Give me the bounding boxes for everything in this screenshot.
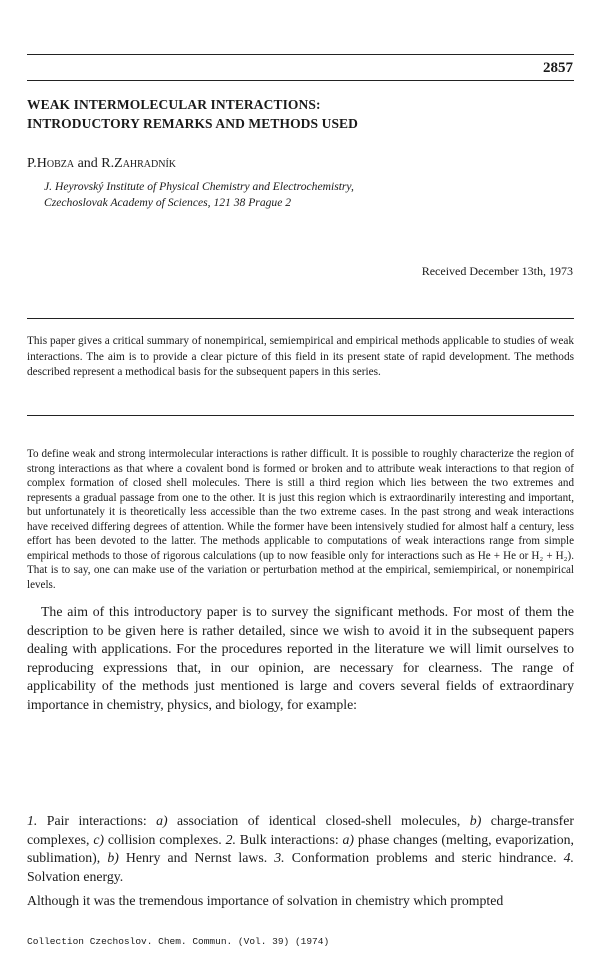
journal-footer: Collection Czechoslov. Chem. Commun. (Vol. 39) (1974) (27, 936, 330, 947)
top-rule (27, 54, 574, 55)
authors: P.Hobza and R.Zahradník (27, 156, 177, 171)
affiliation: J. Heyrovský Institute of Physical Chemistry and Electrochemistry, Czechoslovak Academy of Sciences, 121 38 Prague 2 (44, 180, 354, 209)
list-paragraph: 1. Pair interactions: a) association of identical closed-shell molecules, b) charge-transfer complexes, c) collision complexes. 2. Bulk interactions: a) phase changes (melting, evaporization, sublimation), b) Henry and Nernst laws. 3. Conformation problems and steric hindrance. 4. Solvation energy. (27, 813, 575, 884)
author-1-surname: Hobza (36, 156, 75, 171)
abstract-bottom-rule (27, 415, 574, 416)
header-rule (27, 80, 574, 81)
page-number: 2857 (543, 60, 573, 76)
title-line-1: WEAK INTERMOLECULAR INTERACTIONS: (27, 97, 321, 112)
title-line-2: INTRODUCTORY REMARKS AND METHODS USED (27, 116, 359, 131)
aim-paragraph: The aim of this introductory paper is to survey the significant methods. For most of them the description to be given here is rather detailed, since we wish to avoid it in the subsequent papers dealing with applications. For the procedures reported in the literature we will limit ourselves to reproducing expressions that, in our opinion, are necessary for clearness. The range of applicability of the methods just mentioned is large and covers several fields of extraordinary importance in chemistry, physics, and biology, for example: (27, 604, 574, 712)
abstract-top-rule (27, 318, 574, 319)
continuation-line: Although it was the tremendous importance of solvation in chemistry which prompted (27, 893, 504, 908)
received-date: Received December 13th, 1973 (421, 264, 573, 278)
intro-paragraph: To define weak and strong intermolecular interactions is rather difficult. It is possible to roughly characterize the region of strong interactions as that where a covalent bond is formed or broken and to attribute weak interactions to that region of complex formation of closed shell molecules. There is still a third region which lies between the two extremes and represents a gradual passage from one to the other. It is just this region which is extraordinarily interesting and important, but unfortunately it is theoretically less accessible than the two extreme cases. In the past strong and weak interactions have received differing degrees of attention. While the former have been intensively studied for almost half a century, less effort has been devoted to the latter. The methods applicable to computations of weak interactions range from simple empirical methods to those of rigorous calculations (up to now feasible only for interactions such as He + He or H₂ + H₂). That is to say, one can make use of the variation or perturbation method at the empirical, semiempirical, or nonempirical levels. (27, 448, 574, 591)
paper-title (27, 95, 574, 133)
author-2-surname: Zahradník (114, 156, 177, 171)
abstract: This paper gives a critical summary of nonempirical, semiempirical and empirical methods applicable to studies of weak interactions. The aim is to provide a clear picture of this field in its present state of rapid development. The methods described represent a methodical basis for the subsequent papers in this series. (27, 335, 574, 378)
